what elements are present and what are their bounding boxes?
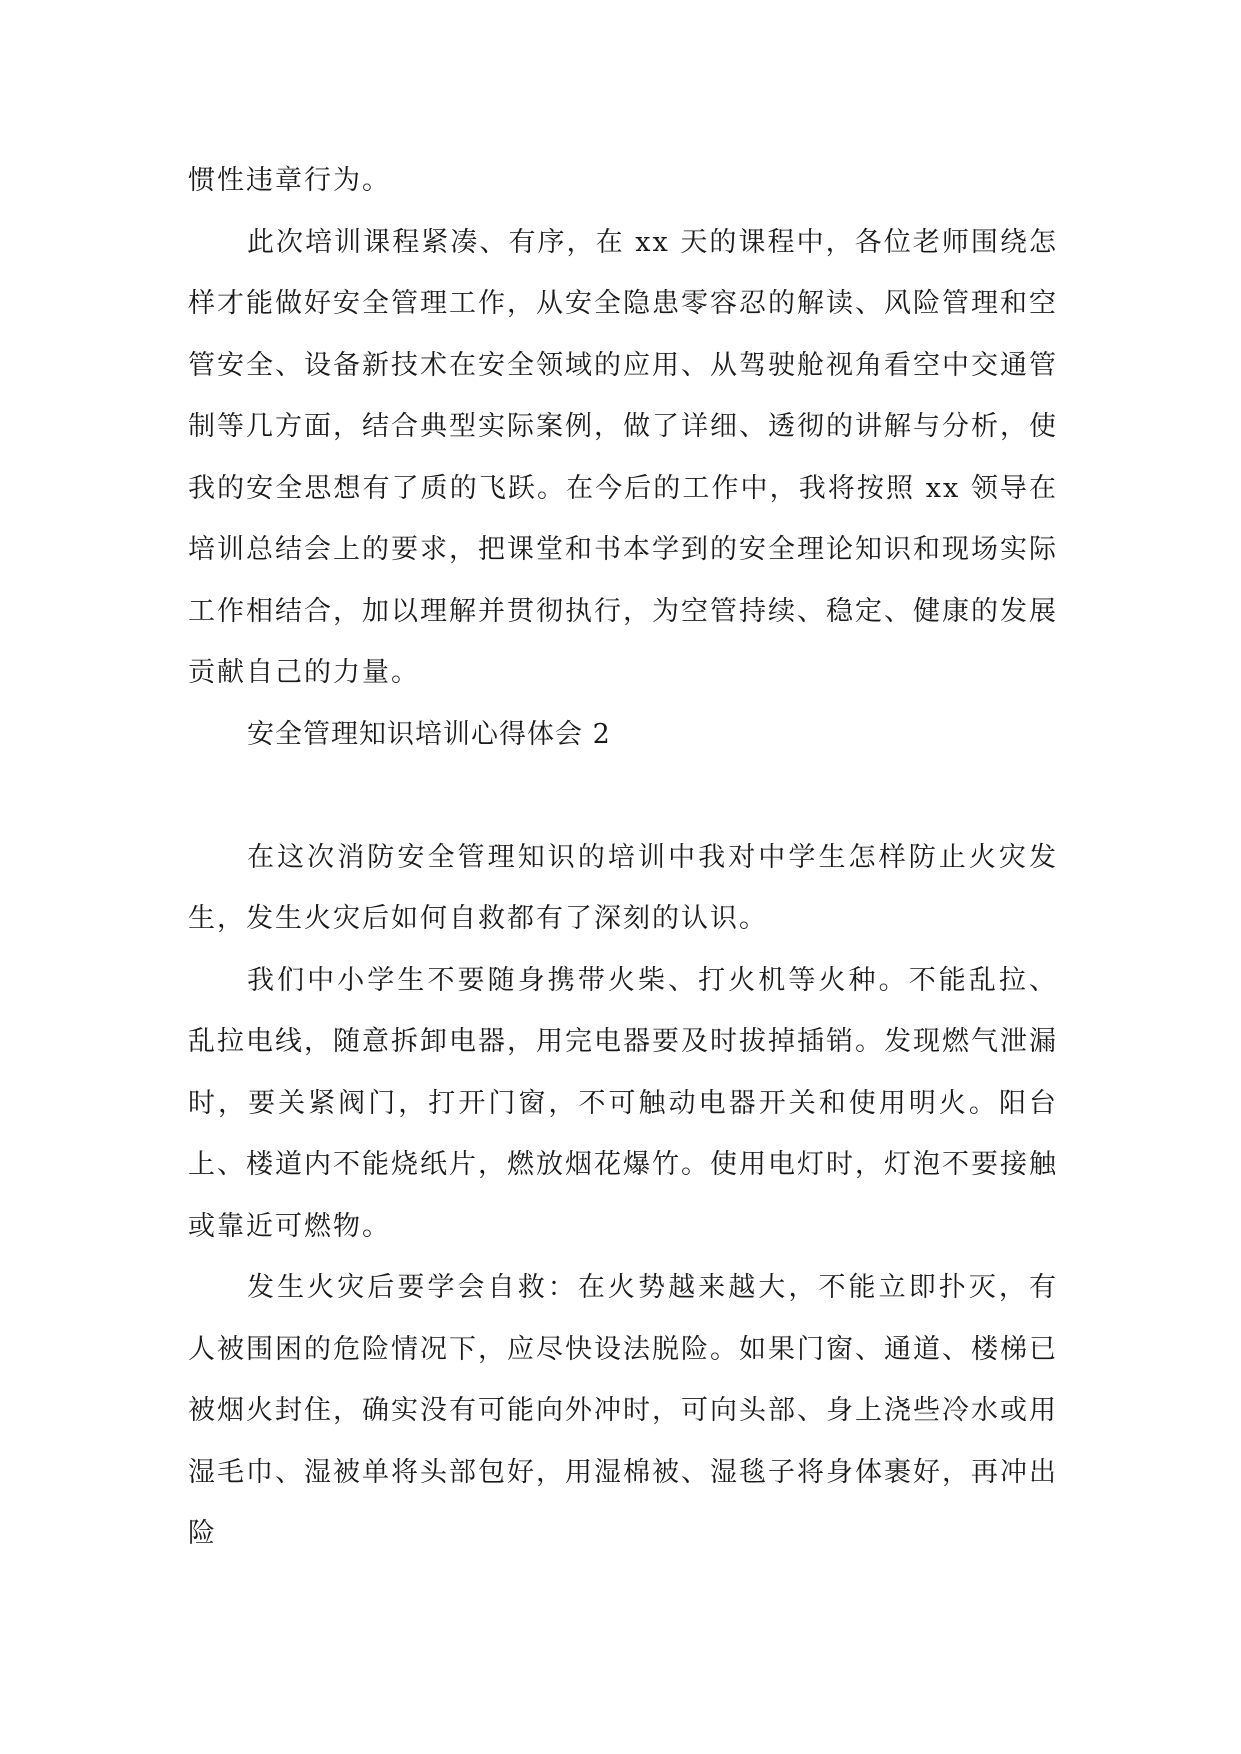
paragraph-continuation: 惯性违章行为。: [188, 165, 391, 196]
paragraph-fire-self-rescue: 发生火灾后要学会自救：在火势越来越大，不能立即扑灭，有人被围困的危险情况下，应尽快设法脱险。如果门窗、通道、楼梯已被烟火封住，确实没有可能向外冲时，可向头部、身上浇些冷水或用湿毛巾、湿被单将头部包好，用湿棉被、湿毯子将身体裹好，再冲出险: [188, 1272, 1058, 1549]
document-body: [188, 150, 1058, 1565]
section-heading: 安全管理知识培训心得体会 2: [247, 718, 611, 750]
paragraph-training-summary: 此次培训课程紧凑、有序，在 xx 天的课程中，各位老师围绕怎样才能做好安全管理工作，从安全隐患零容忍的解读、风险管理和空管安全、设备新技术在安全领域的应用、从驾驶舱视角看空中交通管制等几方面，结合典型实际案例，做了详细、透彻的讲解与分析，使我的安全思想有了质的飞跃。在今后的工作中，我将按照 xx 领导在培训总结会上的要求，把课堂和书本学到的安全理论知识和现场实际工作相结合，加以理解并贯彻执行，为空管持续、稳定、健康的发展贡献自己的力量。: [188, 226, 1058, 688]
paragraph-fire-awareness: 在这次消防安全管理知识的培训中我对中学生怎样防止火灾发生，发生火灾后如何自救都有了深刻的认识。: [188, 841, 1058, 934]
paragraph-fire-prevention: 我们中小学生不要随身携带火柴、打火机等火种。不能乱拉、乱拉电线，随意拆卸电器，用完电器要及时拔掉插销。发现燃气泄漏时，要关紧阀门，打开门窗，不可触动电器开关和使用明火。阳台上、楼道内不能烧纸片，燃放烟花爆竹。使用电灯时，灯泡不要接触或靠近可燃物。: [188, 964, 1058, 1242]
blank-line: [188, 765, 1058, 827]
